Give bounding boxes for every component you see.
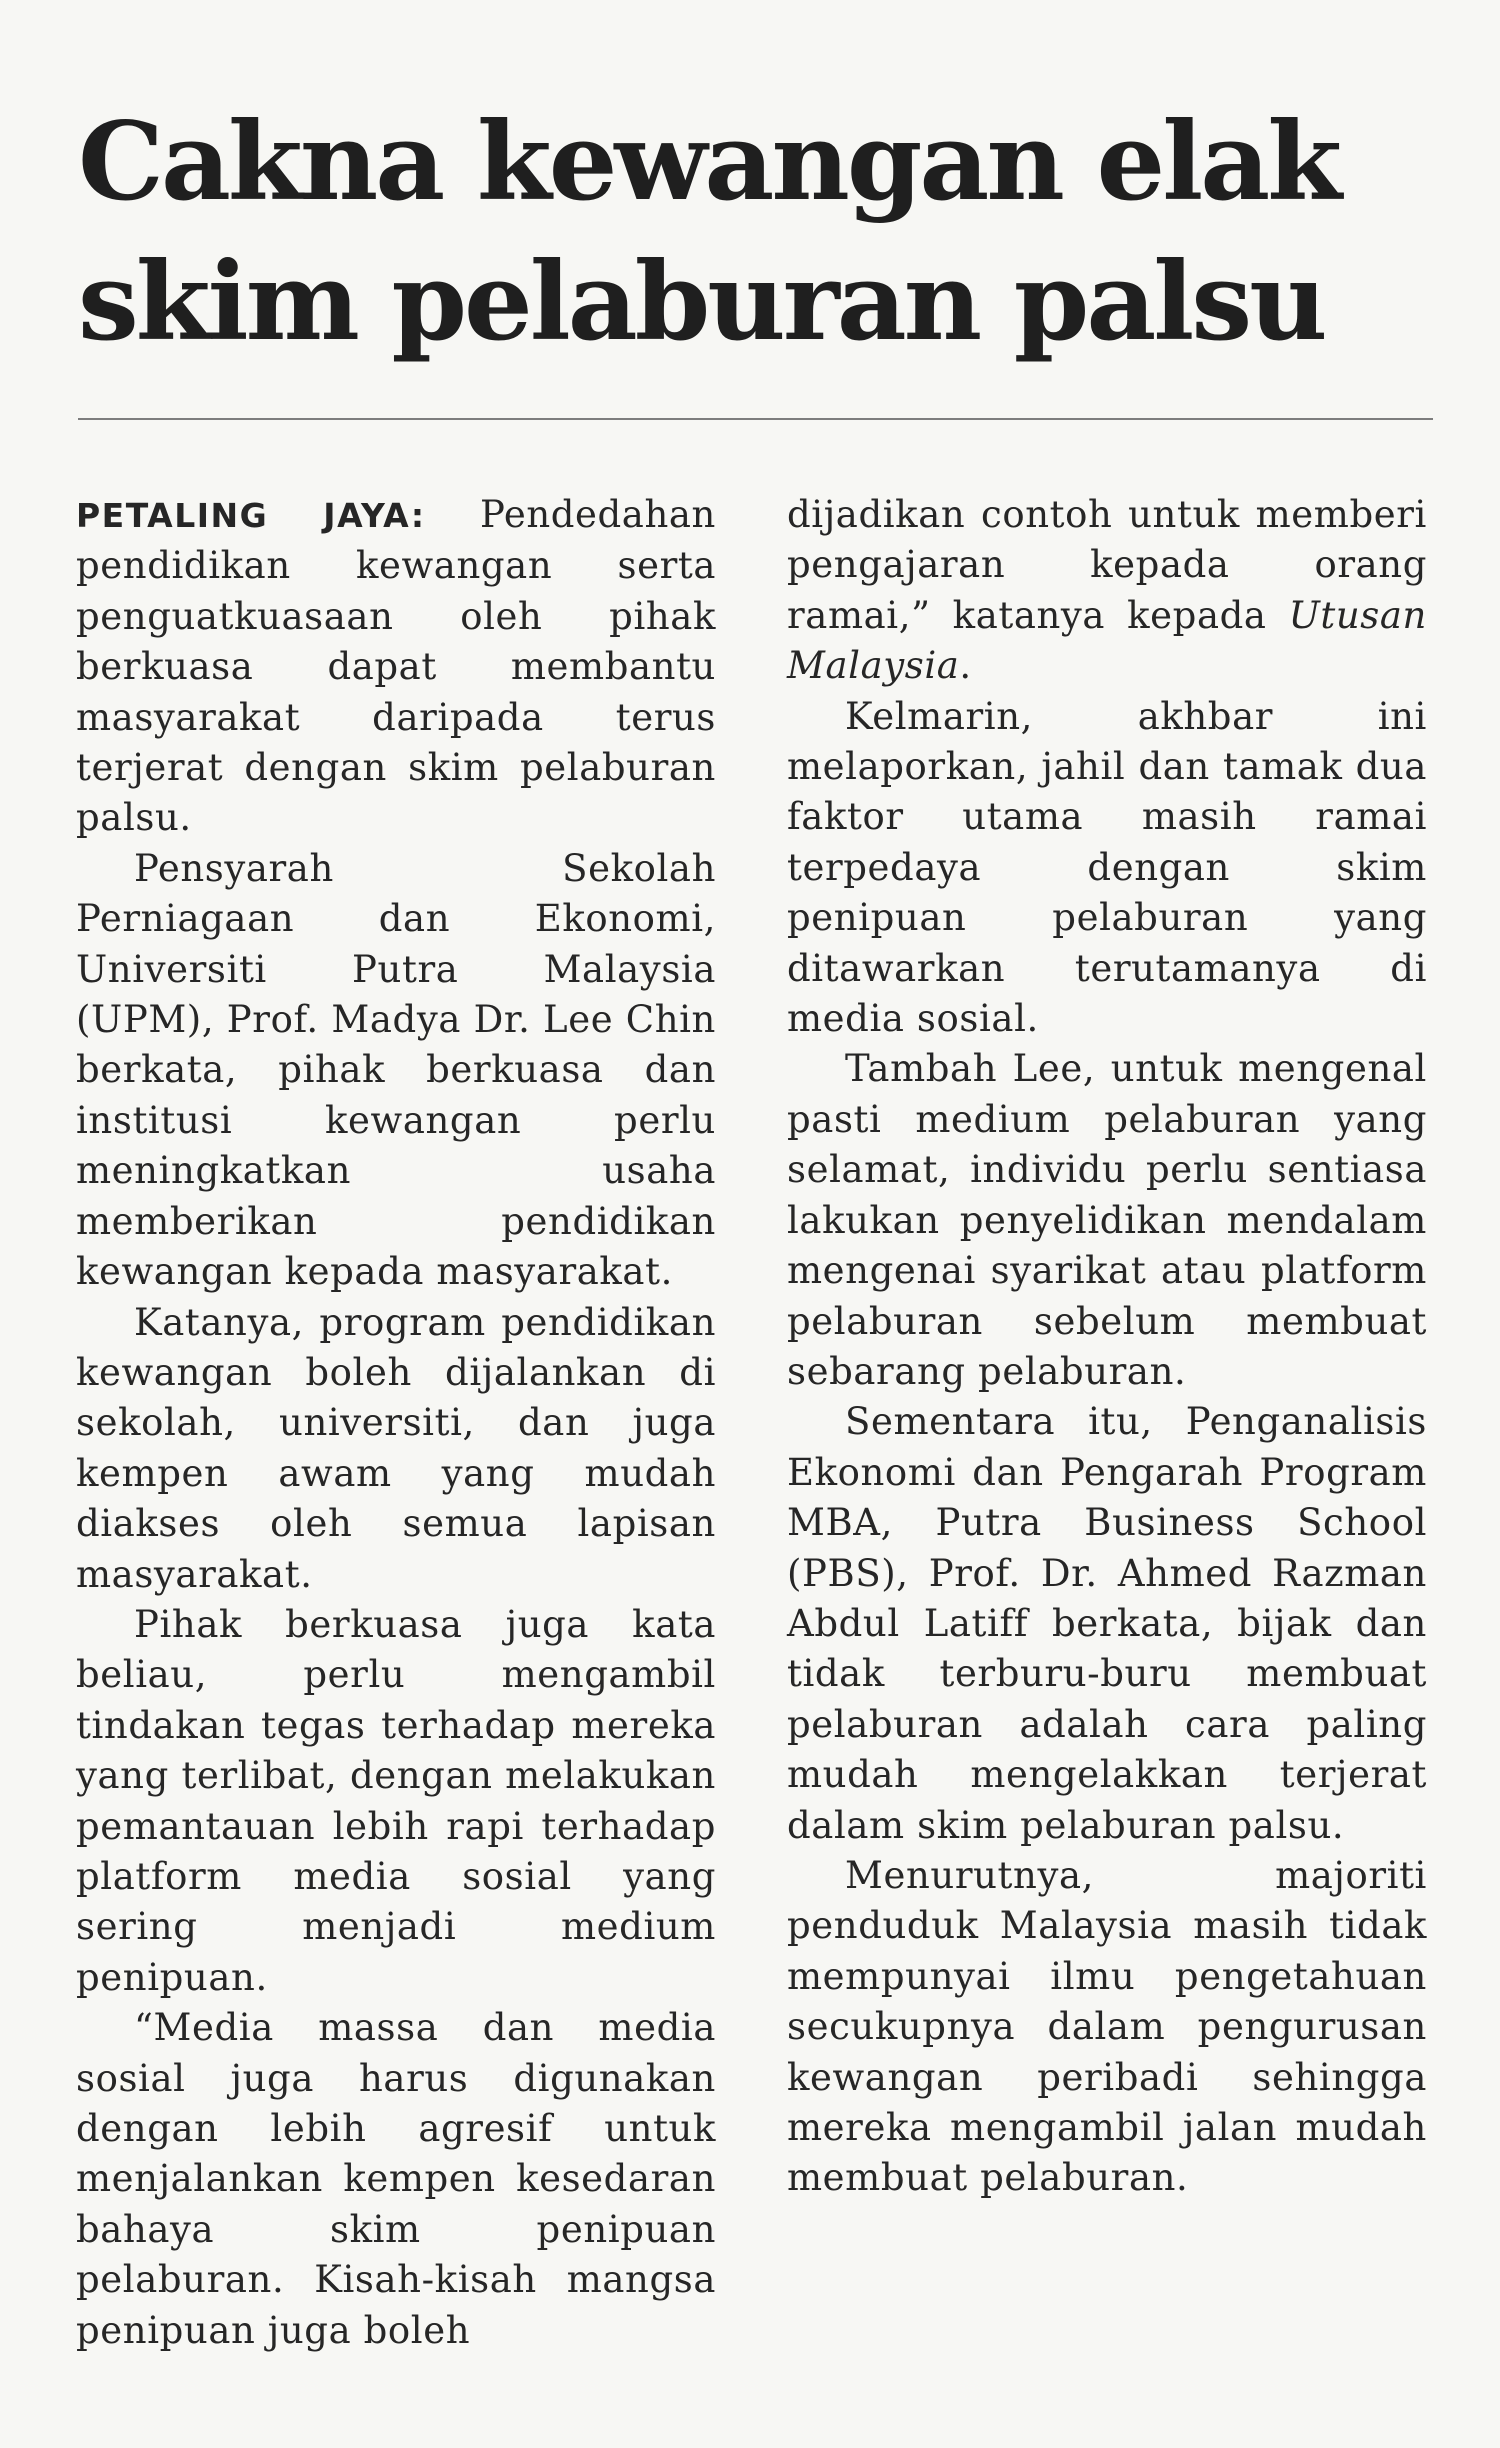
newspaper-name: Utusan Malaysia: [787, 593, 1427, 688]
article-paragraph: “Media massa dan media sosial juga harus digunakan dengan lebih agresif untuk menjalankan kempen kesedaran bahaya skim penipuan pelaburan. Kisah-kisah mangsa penipuan juga boleh: [76, 2006, 716, 2352]
article-headline: [78, 92, 1438, 372]
article-paragraph: Sementara itu, Penganalisis Ekonomi dan Pengarah Program MBA, Putra Business School (PBS), Prof. Dr. Ahmed Razman Abdul Latiff berkata, bijak dan tidak terburu-buru membuat pelaburan adalah cara paling mudah mengelakkan terjerat dalam skim pelaburan palsu.: [787, 1400, 1427, 1847]
paragraph-text: Pendedahan pendidikan kewangan serta penguatkuasaan oleh pihak berkuasa dapat membantu masyarakat daripada terus terjerat dengan skim pelaburan palsu.: [76, 493, 716, 840]
article-paragraph: Menurutnya, majoriti penduduk Malaysia masih tidak mempunyai ilmu pengetahuan secukupnya dalam pengurusan kewangan peribadi sehingga mereka mengambil jalan mudah membuat pelaburan.: [787, 1853, 1427, 2200]
article-paragraph: Katanya, program pendidikan kewangan boleh dijalankan di sekolah, universiti, dan juga kempen awam yang mudah diakses oleh semua lapisan masyarakat.: [76, 1300, 716, 1596]
article-column-left: [76, 490, 716, 2356]
article-paragraph: Tambah Lee, untuk mengenal pasti medium pelaburan yang selamat, individu perlu sentiasa lakukan penyelidikan mendalam mengenai syarikat atau platform pelaburan sebelum membuat sebarang pelaburan.: [787, 1047, 1427, 1393]
dateline: PETALING JAYA:: [76, 496, 426, 535]
article-column-right: [787, 490, 1427, 2204]
paragraph-text: dijadikan contoh untuk memberi pengajaran kepada orang ramai,” katanya kepada: [787, 493, 1427, 637]
headline-divider: [78, 418, 1433, 420]
article-paragraph: Pensyarah Sekolah Perniagaan dan Ekonomi, Universiti Putra Malaysia (UPM), Prof. Madya Dr. Lee Chin berkata, pihak berkuasa dan institusi kewangan perlu meningkatkan usaha memberikan pendidikan kewangan kepada masyarakat.: [76, 846, 716, 1294]
article-paragraph-continued: [787, 490, 1427, 692]
article-paragraph: [76, 490, 716, 844]
headline-line-2: skim pelaburan palsu: [78, 239, 1325, 365]
article-paragraph: Pihak berkuasa juga kata beliau, perlu mengambil tindakan tegas terhadap mereka yang terlibat, dengan melakukan pemantauan lebih rapi terhadap platform media sosial yang sering menjadi medium penipuan.: [76, 1602, 716, 1999]
article-paragraph: Kelmarin, akhbar ini melaporkan, jahil dan tamak dua faktor utama masih ramai terpedaya dengan skim penipuan pelaburan yang ditawarkan terutamanya di media sosial.: [787, 694, 1427, 1041]
headline-line-1: Cakna kewangan elak: [78, 99, 1340, 225]
paragraph-end: .: [959, 644, 972, 688]
